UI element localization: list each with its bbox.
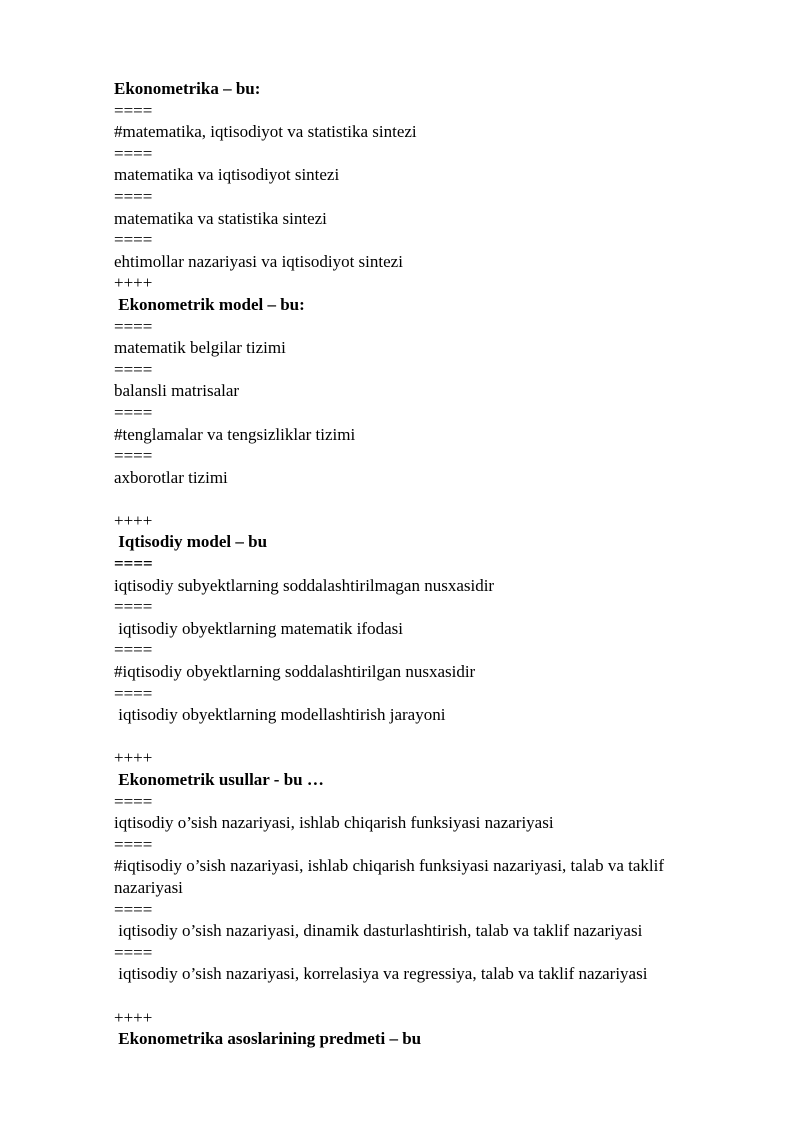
- question-separator: ++++: [114, 510, 153, 530]
- question-separator: ++++: [114, 273, 153, 293]
- question-title: Iqtisodiy model – bu: [114, 532, 268, 552]
- answer-option: #tenglamalar va tengsizliklar tizimi: [114, 424, 356, 444]
- answer-option: iqtisodiy o’sish nazariyasi, ishlab chiqarish funksiyasi nazariyasi: [114, 813, 554, 833]
- question-title: Ekonometrika asoslarining predmeti – bu: [114, 1029, 422, 1049]
- option-separator: ====: [114, 186, 153, 206]
- answer-option: iqtisodiy subyektlarning soddalashtirilmagan nusxasidir: [114, 575, 495, 595]
- option-separator: ====: [114, 446, 153, 466]
- answer-option: iqtisodiy o’sish nazariyasi, dinamik dasturlashtirish, talab va taklif nazariyasi: [114, 921, 643, 941]
- option-separator: ====: [114, 402, 153, 422]
- option-separator: ====: [114, 316, 153, 336]
- answer-option: #iqtisodiy obyektlarning soddalashtirilgan nusxasidir: [114, 662, 476, 682]
- answer-option: matematika va iqtisodiyot sintezi: [114, 165, 340, 185]
- option-separator: ====: [114, 791, 153, 811]
- option-separator: ====: [114, 683, 153, 703]
- option-separator: ====: [114, 100, 153, 120]
- question-separator: ++++: [114, 748, 153, 768]
- option-separator: ====: [114, 597, 153, 617]
- answer-option: balansli matrisalar: [114, 381, 240, 401]
- option-separator: ====: [114, 899, 153, 919]
- quiz-content: [114, 78, 734, 1050]
- answer-option: iqtisodiy o’sish nazariyasi, korrelasiya va regressiya, talab va taklif nazariyasi: [114, 964, 648, 984]
- option-separator: ====: [114, 942, 153, 962]
- question-title: Ekonometrik usullar - bu …: [114, 770, 324, 789]
- answer-option: matematik belgilar tizimi: [114, 338, 286, 358]
- question-title: Ekonometrik model – bu:: [114, 294, 305, 314]
- option-separator: ====: [114, 359, 153, 379]
- answer-option: axborotlar tizimi: [114, 467, 228, 487]
- answer-option: matematika va statistika sintezi: [114, 208, 327, 228]
- blank-line: [114, 985, 734, 1007]
- blank-line: [114, 726, 734, 748]
- answer-option: ehtimollar nazariyasi va iqtisodiyot sintezi: [114, 251, 403, 271]
- option-separator: ====: [114, 554, 153, 574]
- answer-option: #matematika, iqtisodiyot va statistika sintezi: [114, 122, 417, 142]
- option-separator: ====: [114, 640, 153, 660]
- option-separator: ====: [114, 834, 153, 854]
- answer-option: iqtisodiy obyektlarning modellashtirish jarayoni: [114, 705, 446, 725]
- blank-line: [114, 488, 734, 510]
- option-separator: ====: [114, 230, 153, 250]
- answer-option: iqtisodiy obyektlarning matematik ifodasi: [114, 618, 403, 638]
- question-separator: ++++: [114, 1007, 153, 1027]
- answer-option: #iqtisodiy o’sish nazariyasi, ishlab chiqarish funksiyasi nazariyasi, talab va taklif nazariyasi: [114, 856, 669, 897]
- question-title: Ekonometrika – bu:: [114, 79, 261, 98]
- option-separator: ====: [114, 143, 153, 163]
